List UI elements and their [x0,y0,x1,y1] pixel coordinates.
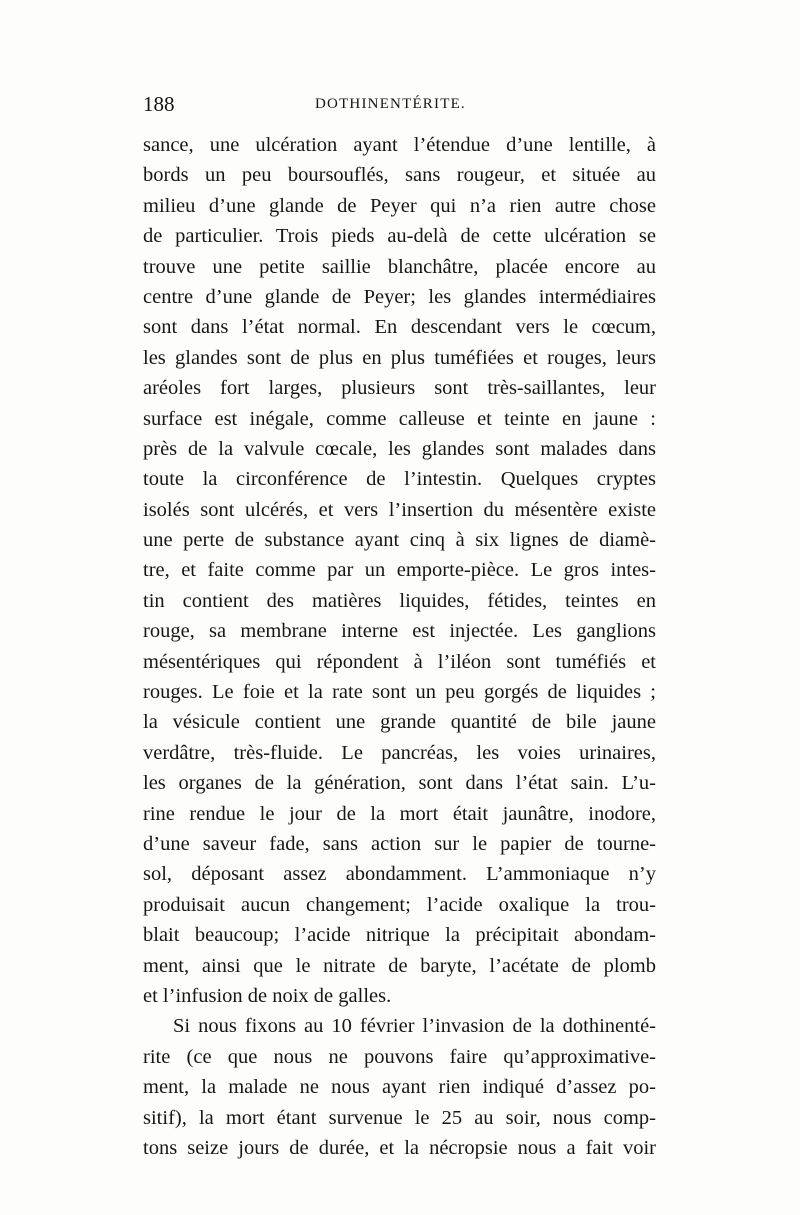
text-line: toute la circonférence de l’intestin. Quelques cryptes [143,468,656,491]
text-line: sitif), la mort étant survenue le 25 au soir, nous comp- [143,1106,656,1129]
text-line: tons seize jours de durée, et la nécropsie nous a fait voir [143,1136,656,1159]
text-line: rite (ce que nous ne pouvons faire qu’approximative- [143,1045,656,1068]
text-line: une perte de substance ayant cinq à six lignes de diamè- [143,529,656,552]
text-line: produisait aucun changement; l’acide oxalique la trou- [143,893,656,916]
text-line: aréoles fort larges, plusieurs sont très-saillantes, leur [143,377,656,400]
text-line: bords un peu boursouflés, sans rougeur, et située au [143,164,656,187]
text-line: trouve une petite saillie blanchâtre, placée encore au [143,255,656,278]
text-line: sance, une ulcération ayant l’étendue d’une lentille, à [143,134,656,156]
text-line: mésentériques qui répondent à l’iléon sont tuméfiés et [143,650,656,673]
text-line: sont dans l’état normal. En descendant vers le cœcum, [143,316,656,339]
running-title: DOTHINENTÉRITE. [315,96,466,112]
text-line: la vésicule contient une grande quantité de bile jaune [143,711,656,734]
text-line: surface est inégale, comme calleuse et teinte en jaune : [143,407,656,430]
text-line: ment, ainsi que le nitrate de baryte, l’acétate de plomb [143,954,656,977]
text-line: les organes de la génération, sont dans l’état sain. L’u- [143,772,656,795]
text-line: d’une saveur fade, sans action sur le papier de tourne- [143,832,656,855]
text-line: rine rendue le jour de la mort était jaunâtre, inodore, [143,802,656,825]
body-text [143,130,656,1163]
page-header [143,92,656,122]
text-line: tin contient des matières liquides, fétides, teintes en [143,589,656,612]
page-number: 188 [143,92,175,116]
text-line: ment, la malade ne nous ayant rien indiqué d’assez po- [143,1076,656,1099]
text-line: rouge, sa membrane interne est injectée. Les ganglions [143,620,656,643]
text-line: de particulier. Trois pieds au-delà de cette ulcération se [143,225,656,248]
paragraph-start-line: Si nous fixons au 10 février l’invasion de la dothinenté- [173,1015,656,1038]
text-line: isolés sont ulcérés, et vers l’insertion du mésentère existe [143,498,656,521]
text-line: tre, et faite comme par un emporte-pièce. Le gros intes- [143,559,656,582]
text-line: près de la valvule cœcale, les glandes sont malades dans [143,437,656,460]
text-line: blait beaucoup; l’acide nitrique la précipitait abondam- [143,924,656,947]
text-line: sol, déposant assez abondamment. L’ammoniaque n’y [143,863,656,886]
text-line: les glandes sont de plus en plus tuméfiées et rouges, leurs [143,346,656,369]
text-line: centre d’une glande de Peyer; les glandes intermédiaires [143,285,656,308]
text-line: milieu d’une glande de Peyer qui n’a rien autre chose [143,194,656,217]
text-line: rouges. Le foie et la rate sont un peu gorgés de liquides ; [143,681,656,704]
text-line: verdâtre, très-fluide. Le pancréas, les voies urinaires, [143,741,656,764]
paragraph-end-line: et l’infusion de noix de galles. [143,984,392,1007]
